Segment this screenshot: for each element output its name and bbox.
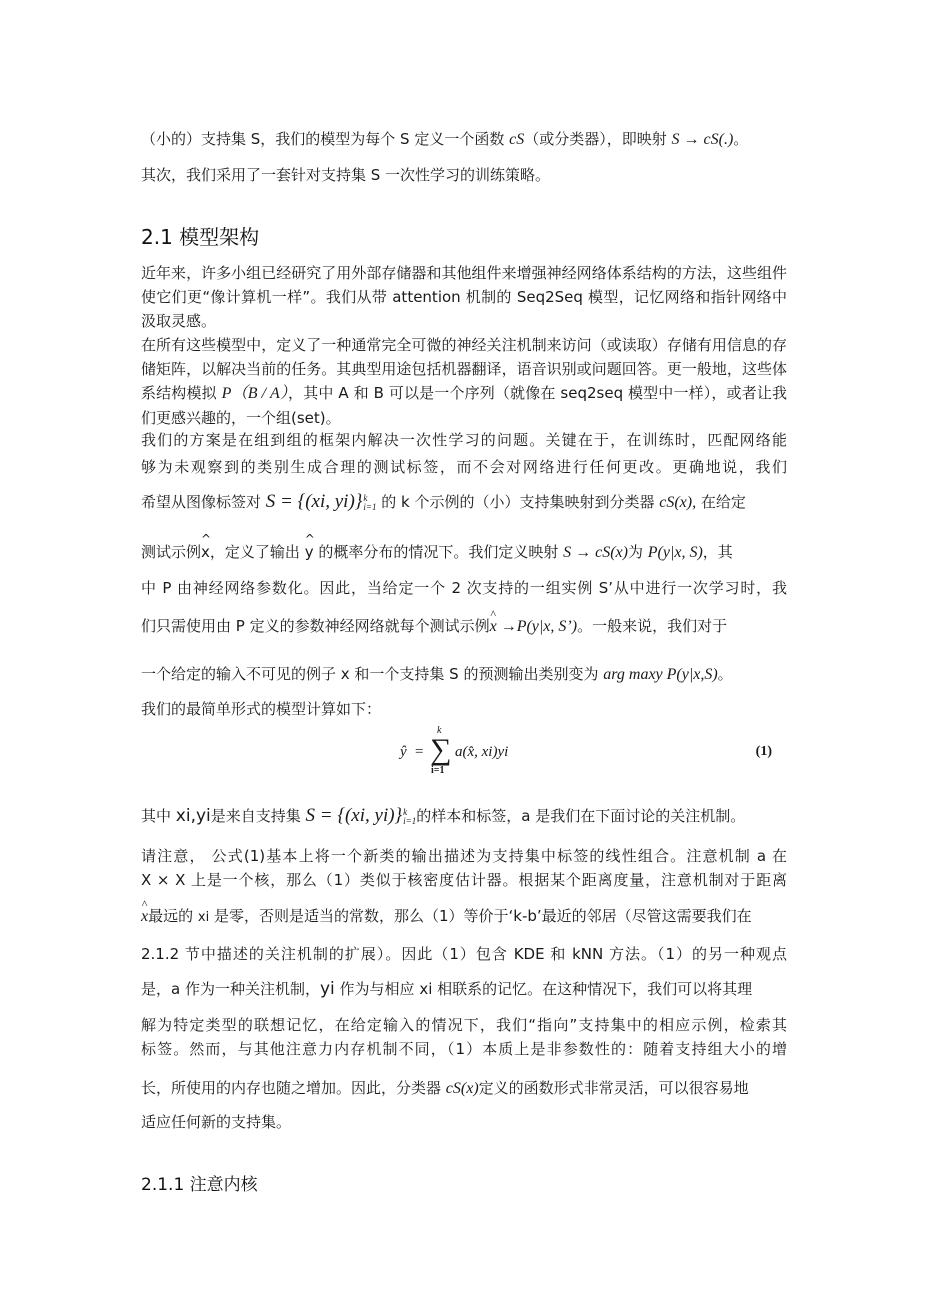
text-line: 解为特定类型的联想记忆，在给定输入的情况下，我们“指向”支持集中的相应示例，检索其 [141, 1016, 787, 1034]
text-line: 够为未观察到的类别生成合理的测试标签，而不会对网络进行任何更改。更确地说，我们 [141, 458, 787, 476]
section-heading: 2.1 模型架构 [141, 225, 260, 249]
probability-formula: P(y|x, S’) [516, 618, 578, 635]
text-line: 标签。然而，与其他注意力内存机制不同，（1）本质上是非参数性的：随着支持组大小的增 [141, 1040, 787, 1058]
support-set-formula: S = {(xi, yi)} [265, 491, 363, 512]
text-line: 其次，我们采用了一套针对支持集 S 一次性学习的训练策略。 [141, 166, 551, 184]
mapping-formula: S → cS(x) [563, 544, 628, 561]
mapping-formula: S → cS(.) [671, 131, 734, 148]
text-line: 希望从图像标签对 S = {(xi, yi)}k i=1 的 k 个示例的（小）支持集映射到分类器 cS(x), 在给定 [141, 491, 746, 512]
text-line: ^ x最远的 xi 是零，否则是适当的常数，那么（1）等价于‘k-b’最近的邻居（尽管这需要我们在 [141, 905, 787, 926]
text-line: 长，所使用的内存也随之增加。因此，分类器 cS(x)定义的函数形式非常灵活，可以很容易地 [141, 1079, 749, 1097]
text-line: 一个给定的输入不可见的例子 x 和一个支持集 S 的预测输出类别变为 arg maxy P(y|x,S)。 [141, 665, 733, 683]
text-line: 请注意， 公式(1)基本上将一个新类的输出描述为支持集中标签的线性组合。注意机制 a 在 [141, 847, 787, 865]
text-line: 我们的方案是在组到组的框架内解决一次性学习的问题。关键在于，在训练时，匹配网络能 [141, 431, 787, 449]
classifier-formula: cS(x), [659, 494, 697, 511]
classifier-formula: cS(x) [445, 1080, 479, 1097]
support-set-formula: S = {(xi, yi)} [305, 805, 403, 826]
text-line: 我们的最简单形式的模型计算如下： [141, 700, 382, 718]
subsection-heading: 2.1.1 注意内核 [141, 1175, 258, 1195]
text-line: 们只需使用由 P 定义的参数神经网络就每个测试示例^ x →P(y|x, S’)。一般来说，我们对于 [141, 615, 787, 636]
sum-symbol: ∑ [430, 733, 452, 766]
text-line: 适应任何新的支持集。 [141, 1113, 292, 1131]
text-line: 中 P 由神经网络参数化。因此，当给定一个 2 次支持的一组实例 S’从中进行一次学习时，我 [141, 579, 787, 597]
argmax-formula: arg maxy P(y|x,S) [603, 666, 718, 683]
equation-number: (1) [755, 744, 772, 759]
paragraph-intro: 近年来，许多小组已经研究了用外部存储器和其他组件来增强神经网络体系结构的方法，这些组件使它们更“像计算机一样”。我们从带 attention 机制的 Seq2Seq 模型，记忆网络和指针网络中汲取灵感。 [141, 264, 787, 330]
formula-p-b-a: P（B / A） [221, 385, 289, 402]
text-line: 测试示例^ x，定义了输出 ^ y 的概率分布的情况下。我们定义映射 S → cS(x)为 P(y|x, S)，其 [141, 541, 787, 562]
function-cs: cS [509, 131, 525, 148]
text-line: X × X 上是一个核，那么（1）类似于核密度估计器。根据某个距离度量，注意机制对于距离 [141, 871, 787, 889]
equation-1: ŷ = ∑ k i=1 a(x̂, xi)yi (1) [400, 725, 772, 776]
paragraph-attention: 在所有这些模型中，定义了一种通常完全可微的神经关注机制来访问（或读取）存储有用信息的存储矩阵，以解决当前的任务。其典型用途包括机器翻译，语音识别或问题回答。更一般地，这些体系结构模拟 P（B / A），其中 A 和 B 可以是一个序列（就像在 seq2seq 模型中一样），或者让我们更感兴趣的，一个组(set)。 [141, 336, 787, 427]
text-line: （小的）支持集 S，我们的模型为每个 S 定义一个函数 cS（或分类器），即映射 S → cS(.)。 [141, 130, 749, 148]
text-line: 是，a 作为一种关注机制，yi 作为与相应 xi 相联系的记忆。在这种情况下，我们可以将其理 [141, 979, 753, 999]
text-line: 2.1.2 节中描述的关注机制的扩展）。因此（1）包含 KDE 和 kNN 方法。（1）的另一种观点 [141, 945, 787, 963]
probability-formula: P(y|x, S) [647, 544, 703, 561]
text-line: 其中 xi,yi是来自支持集 S = {(xi, yi)}k i=1的样本和标签，a 是我们在下面讨论的关注机制。 [141, 805, 746, 826]
